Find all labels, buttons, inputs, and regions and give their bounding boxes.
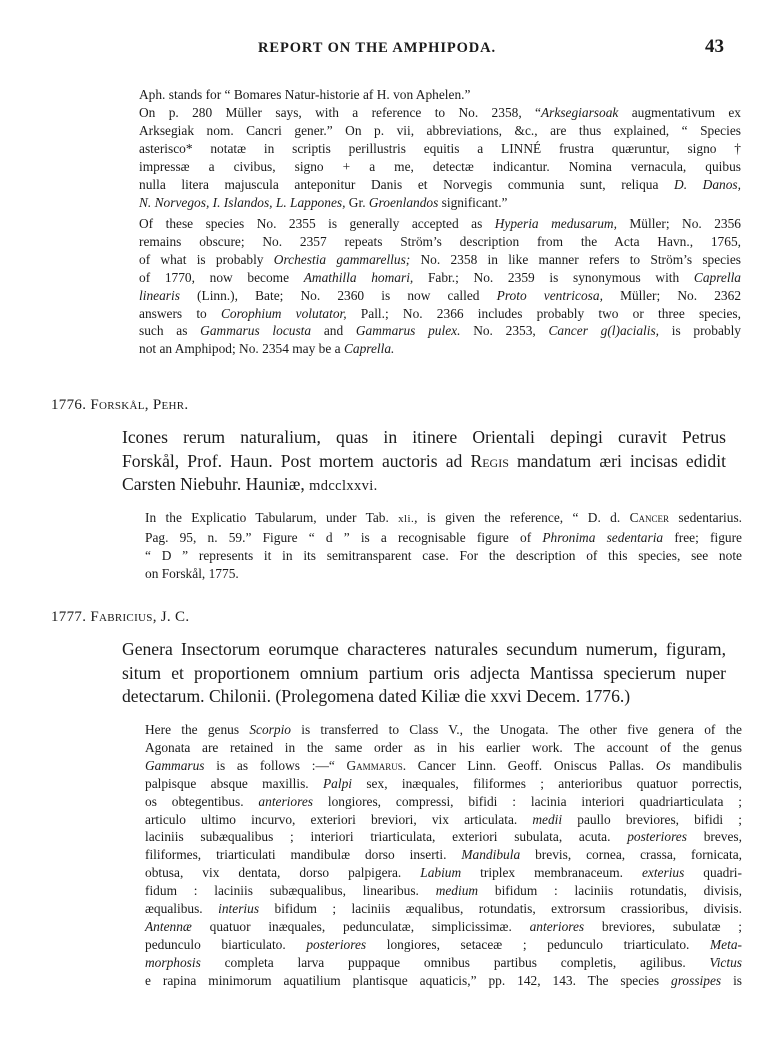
entry-author: Fabricius, J. C. bbox=[90, 609, 190, 625]
aph-note-line: Aph. stands for “ Bomares Natur-historie af H. von Aphelen.” bbox=[139, 87, 471, 102]
note-line: Arksegiak nom. Cancri gener.” On p. vii, abbreviations, &c., are thus explained, “ Species bbox=[139, 122, 741, 138]
note-line: linearis (Linn.), Bate; No. 2360 is now called Proto ventricosa, Müller; No. 2362 bbox=[139, 287, 742, 303]
note-line: laciniis subæqualibus ; interiori triarticulata, exteriori subulata, acuta. posteriores breves, bbox=[145, 829, 742, 845]
note-line: of 1770, now become Amathilla homari, Fabr.; No. 2359 is synonymous with Caprella bbox=[139, 269, 742, 285]
note-line: answers to Corophium volutator, Pall.; No. 2366 includes probably two or three species, bbox=[139, 305, 741, 321]
note-line: N. Norvegos, I. Islandos, L. Lappones, Gr. Groenlandos significant.” bbox=[139, 194, 508, 210]
note-line: fidum : laciniis subæqualibus, linearibus. medium bifidum : laciniis rotundatis, divisis, bbox=[145, 883, 743, 899]
note-line: nulla litera majuscula anteponitur Danis et Norvegis communia sunt, reliqua D. Danos, bbox=[139, 176, 741, 192]
note-line: Of these species No. 2355 is generally accepted as Hyperia medusarum, Müller; No. 2356 bbox=[139, 216, 742, 231]
note-line: Gammarus is as follows :—“ Gammarus. Cancer Linn. Geoff. Oniscus Pallas. Os mandibulis bbox=[145, 757, 742, 773]
note-line: obtusa, vix dentata, dorso palpigera. Labium triplex membranaceum. exterius quadri- bbox=[145, 865, 742, 881]
page-number: 43 bbox=[705, 36, 724, 57]
note-line: pedunculo biarticulato. posteriores longiores, setaceæ ; pedunculo triarticulato. Meta- bbox=[145, 936, 742, 952]
note-line: Antennæ quatuor inæquales, pedunculatæ, simplicissimæ. anteriores breviores, subulatæ ; bbox=[145, 918, 742, 934]
note-line: morphosis completa larva puppaque omnibus partibus completis, agilibus. Victus bbox=[145, 954, 742, 970]
note-line: On p. 280 Müller says, with a reference to No. 2358, “Arksegiarsoak augmentativum ex bbox=[139, 105, 741, 120]
title-line: detectarum. Chilonii. (Prolegomena dated Kiliæ die xxvi Decem. 1776.) bbox=[122, 686, 631, 706]
title-line: situm et proportionem omnium partium oris adjecta Mantissa specierum nuper bbox=[122, 662, 726, 683]
entry-heading-1777 bbox=[51, 609, 189, 626]
note-line: æqualibus. interius bifidum ; laciniis æqualibus, rotundatis, extrorsum crassioribus, divisis. bbox=[145, 901, 742, 917]
entry-heading-1776 bbox=[51, 397, 188, 414]
entry-title-1777 bbox=[122, 638, 726, 709]
note-line: palpisque absque maxillis. Palpi sex, inæquales, filiformes ; anterioribus quatuor porrectis, bbox=[145, 775, 743, 791]
note-line: filiformes, triarticulati mandibulæ dorso inserti. Mandibula brevis, cornea, crassa, fornicata, bbox=[145, 847, 742, 863]
entry-author: Forskål, Pehr. bbox=[90, 397, 189, 413]
note-line: not an Amphipod; No. 2354 may be a Caprella. bbox=[139, 341, 395, 357]
title-line: Forskål, Prof. Haun. Post mortem auctoris ad Regis mandatum æri incisas edidit bbox=[122, 450, 726, 471]
entry-note-1776 bbox=[145, 509, 742, 583]
note-line: “ D ” represents it in its semitransparent case. For the description of this species, see note bbox=[145, 547, 742, 563]
entry-year: 1776. bbox=[51, 397, 87, 413]
note-line: asterisco* notatæ in scriptis perillustris equitis a LINNÉ frustra quæruntur, signo † bbox=[139, 140, 741, 156]
note-line: Pag. 95, n. 59.” Figure “ d ” is a recognisable figure of Phronima sedentaria free; figure bbox=[145, 529, 742, 545]
note-line: e rapina minimorum aquatilium plantisque aquaticis,” pp. 142, 143. The species grossipes is bbox=[145, 972, 742, 988]
note-line: impressæ a civibus, signo + a me, detectæ indicantur. Nomina vernacula, quibus bbox=[139, 158, 741, 174]
muller-p280-note bbox=[139, 104, 741, 211]
note-line: Here the genus Scorpio is transferred to Class V., the Unogata. The other five genera of the bbox=[145, 722, 742, 737]
entry-title-1776 bbox=[122, 426, 726, 499]
title-line: Carsten Niebuhr. Hauniæ, mdcclxxvi. bbox=[122, 474, 378, 494]
title-line: Icones rerum naturalium, quas in itinere Orientali depingi curavit Petrus bbox=[122, 427, 726, 447]
note-line: Agonata are retained in the same order as in his earlier work. The account of the genus bbox=[145, 739, 742, 755]
note-line: such as Gammarus locusta and Gammarus pulex. No. 2353, Cancer g(l)acialis, is probably bbox=[139, 323, 741, 339]
note-line: on Forskål, 1775. bbox=[145, 565, 239, 581]
entry-note-1777 bbox=[145, 721, 742, 990]
title-line: Genera Insectorum eorumque characteres naturales secundum numerum, figuram, bbox=[122, 639, 726, 659]
aph-note bbox=[139, 86, 739, 104]
note-line: In the Explicatio Tabularum, under Tab. xli., is given the reference, “ D. d. Cancer sedentarius. bbox=[145, 510, 743, 525]
entry-year: 1777. bbox=[51, 609, 87, 625]
species-identification-note bbox=[139, 215, 741, 358]
note-line: remains obscure; No. 2357 repeats Ström’s description from the Acta Havn., 1765, bbox=[139, 233, 741, 249]
note-line: of what is probably Orchestia gammarellus; No. 2358 in like manner refers to Ström’s species bbox=[139, 251, 741, 267]
note-line: os obtegentibus. anteriores longiores, compressi, bifidi : lacinia interiori quadriarticulata ; bbox=[145, 793, 742, 809]
note-line: articulo ultimo incurvo, exteriori breviori, vix articulata. medii paullo breviores, bifidi ; bbox=[145, 811, 743, 827]
running-title: REPORT ON THE AMPHIPODA. bbox=[258, 40, 497, 56]
